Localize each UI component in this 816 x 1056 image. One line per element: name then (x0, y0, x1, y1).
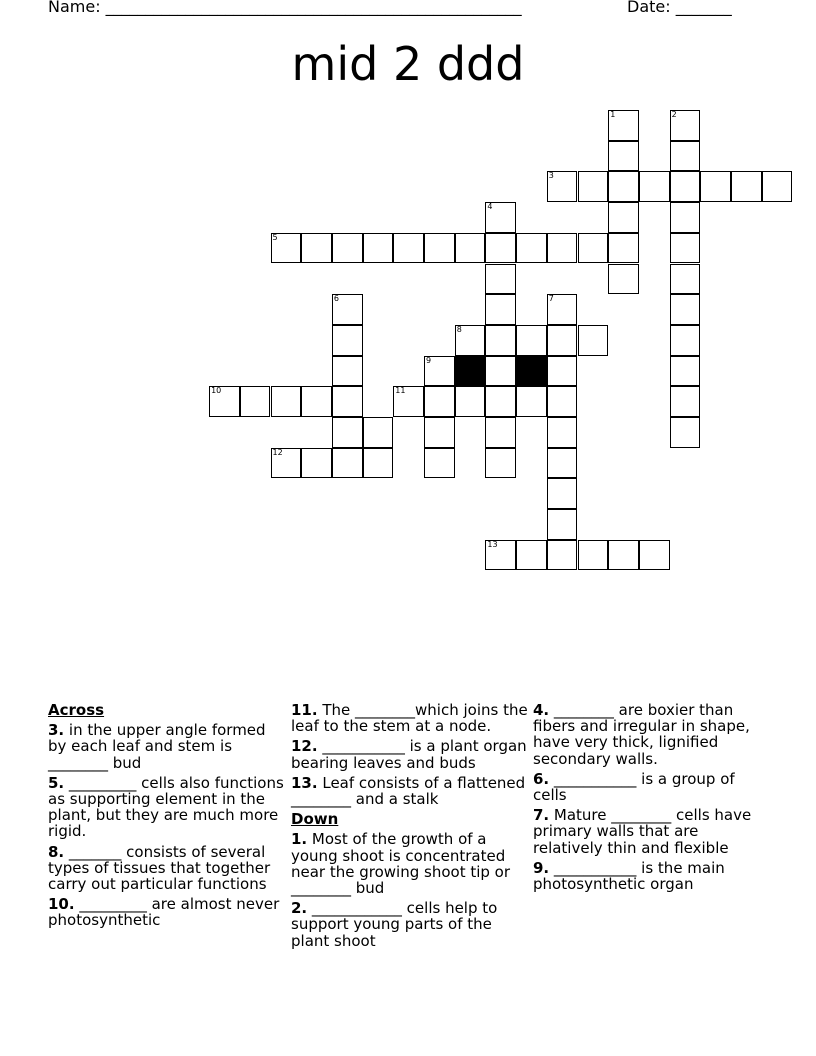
grid-cell[interactable] (332, 233, 363, 264)
grid-cell[interactable] (608, 540, 639, 571)
grid-cell[interactable] (547, 386, 578, 417)
clues-column-3 (533, 702, 771, 896)
name-field: Name: ____________________________________________________ (48, 0, 522, 16)
grid-cell[interactable] (670, 171, 701, 202)
grid-cell[interactable] (762, 171, 793, 202)
clue-across-13: 13. Leaf consists of a flattened ________ and a stalk (291, 773, 526, 809)
grid-cell[interactable] (209, 386, 240, 417)
grid-cell[interactable] (670, 356, 701, 387)
grid-cell[interactable] (424, 386, 455, 417)
grid-cell[interactable] (301, 386, 332, 417)
clue-across-5: 5. _________ cells also functions as supporting element in the plant, but they are much more rigid. (48, 773, 284, 841)
clue-number: 13 (487, 539, 498, 549)
grid-cell[interactable] (639, 540, 670, 571)
grid-cell[interactable] (547, 478, 578, 509)
clue-number: 4 (487, 202, 493, 212)
grid-cell[interactable] (670, 417, 701, 448)
grid-cell[interactable] (424, 417, 455, 448)
clue-down-6: 6. ___________ is a group of cells (533, 769, 735, 805)
grid-cell[interactable] (332, 294, 363, 325)
grid-cell[interactable] (424, 356, 455, 387)
grid-cell[interactable] (578, 325, 609, 356)
grid-cell[interactable] (332, 448, 363, 479)
clue-down-2: 2. ____________ cells help to support young parts of the plant shoot (291, 899, 498, 950)
grid-cell[interactable] (608, 233, 639, 264)
clue-number: 7 (548, 294, 554, 304)
grid-cell[interactable] (424, 448, 455, 479)
grid-cell[interactable] (393, 233, 424, 264)
grid-cell[interactable] (639, 171, 670, 202)
grid-cell[interactable] (670, 110, 701, 141)
clue-number: 9 (426, 355, 432, 365)
clues-column-1 (48, 702, 286, 933)
clue-number: 6 (333, 294, 339, 304)
grid-block (455, 356, 486, 387)
clue-down-9: 9. ___________ is the main photosynthetic organ (533, 858, 725, 894)
grid-cell[interactable] (485, 202, 516, 233)
grid-cell[interactable] (485, 448, 516, 479)
grid-cell[interactable] (547, 171, 578, 202)
grid-cell[interactable] (455, 325, 486, 356)
grid-cell[interactable] (485, 417, 516, 448)
grid-cell[interactable] (485, 325, 516, 356)
grid-cell[interactable] (578, 171, 609, 202)
grid-cell[interactable] (240, 386, 271, 417)
date-field: Date: _______ (627, 0, 732, 16)
down-heading: Down (291, 810, 339, 829)
clue-down-1: 1. Most of the growth of a young shoot is concentrated near the growing shoot tip or ________ bud (291, 830, 511, 898)
clue-number: 11 (395, 386, 406, 396)
grid-cell[interactable] (670, 233, 701, 264)
clue-across-8: 8. _______ consists of several types of tissues that together carry out particular functions (48, 842, 271, 894)
grid-cell[interactable] (608, 202, 639, 233)
grid-cell[interactable] (578, 233, 609, 264)
grid-cell[interactable] (332, 417, 363, 448)
grid-cell[interactable] (485, 540, 516, 571)
grid-cell[interactable] (455, 386, 486, 417)
grid-cell[interactable] (547, 448, 578, 479)
grid-cell[interactable] (670, 386, 701, 417)
clue-number: 5 (272, 232, 278, 242)
grid-cell[interactable] (363, 417, 394, 448)
across-heading: Across (48, 701, 105, 719)
grid-cell[interactable] (301, 448, 332, 479)
grid-cell[interactable] (608, 264, 639, 295)
grid-cell[interactable] (516, 233, 547, 264)
clue-number: 10 (211, 386, 222, 396)
grid-cell[interactable] (332, 386, 363, 417)
grid-cell[interactable] (363, 448, 394, 479)
grid-cell[interactable] (608, 171, 639, 202)
grid-cell[interactable] (731, 171, 762, 202)
grid-cell[interactable] (271, 233, 302, 264)
clues-column-2 (291, 702, 529, 953)
grid-cell[interactable] (700, 171, 731, 202)
grid-cell[interactable] (608, 110, 639, 141)
clue-down-7: 7. Mature ________ cells have primary walls that are relatively thin and flexible (533, 806, 752, 857)
grid-block (516, 356, 547, 387)
grid-cell[interactable] (485, 386, 516, 417)
grid-cell[interactable] (578, 540, 609, 571)
grid-cell[interactable] (455, 233, 486, 264)
grid-cell[interactable] (424, 233, 455, 264)
grid-cell[interactable] (670, 264, 701, 295)
clue-number: 3 (548, 171, 554, 181)
grid-cell[interactable] (485, 356, 516, 387)
grid-cell[interactable] (547, 356, 578, 387)
grid-cell[interactable] (332, 325, 363, 356)
grid-cell[interactable] (670, 202, 701, 233)
grid-cell[interactable] (363, 233, 394, 264)
grid-cell[interactable] (670, 325, 701, 356)
clue-across-10: 10. _________ are almost never photosynthetic (48, 895, 280, 930)
grid-cell[interactable] (547, 294, 578, 325)
clue-across-11: 11. The ________which joins the leaf to the stem at a node. (291, 701, 528, 736)
page-title: mid 2 ddd (291, 37, 525, 91)
grid-cell[interactable] (301, 233, 332, 264)
clue-number: 1 (610, 110, 616, 119)
grid-cell[interactable] (485, 264, 516, 295)
clue-number: 12 (272, 447, 283, 457)
grid-cell[interactable] (547, 325, 578, 356)
clue-across-3: 3. in the upper angle formed by each leaf and stem is ________ bud (48, 721, 266, 772)
clue-down-4: 4. ________ are boxier than fibers and irregular in shape, have very thick, lignified secondary walls. (533, 701, 750, 768)
grid-cell[interactable] (271, 448, 302, 479)
clue-number: 8 (456, 324, 462, 334)
grid-cell[interactable] (271, 386, 302, 417)
grid-cell[interactable] (485, 233, 516, 264)
grid-cell[interactable] (670, 294, 701, 325)
grid-cell[interactable] (332, 356, 363, 387)
grid-cell[interactable] (516, 540, 547, 571)
grid-cell[interactable] (516, 325, 547, 356)
grid-cell[interactable] (393, 386, 424, 417)
grid-cell[interactable] (485, 294, 516, 325)
grid-cell[interactable] (670, 141, 701, 172)
grid-cell[interactable] (608, 141, 639, 172)
grid-cell[interactable] (547, 509, 578, 540)
grid-cell[interactable] (516, 386, 547, 417)
grid-cell[interactable] (547, 233, 578, 264)
grid-cell[interactable] (547, 417, 578, 448)
clue-number: 2 (671, 110, 677, 119)
clue-across-12: 12. ___________ is a plant organ bearing leaves and buds (291, 737, 527, 772)
grid-cell[interactable] (547, 540, 578, 571)
